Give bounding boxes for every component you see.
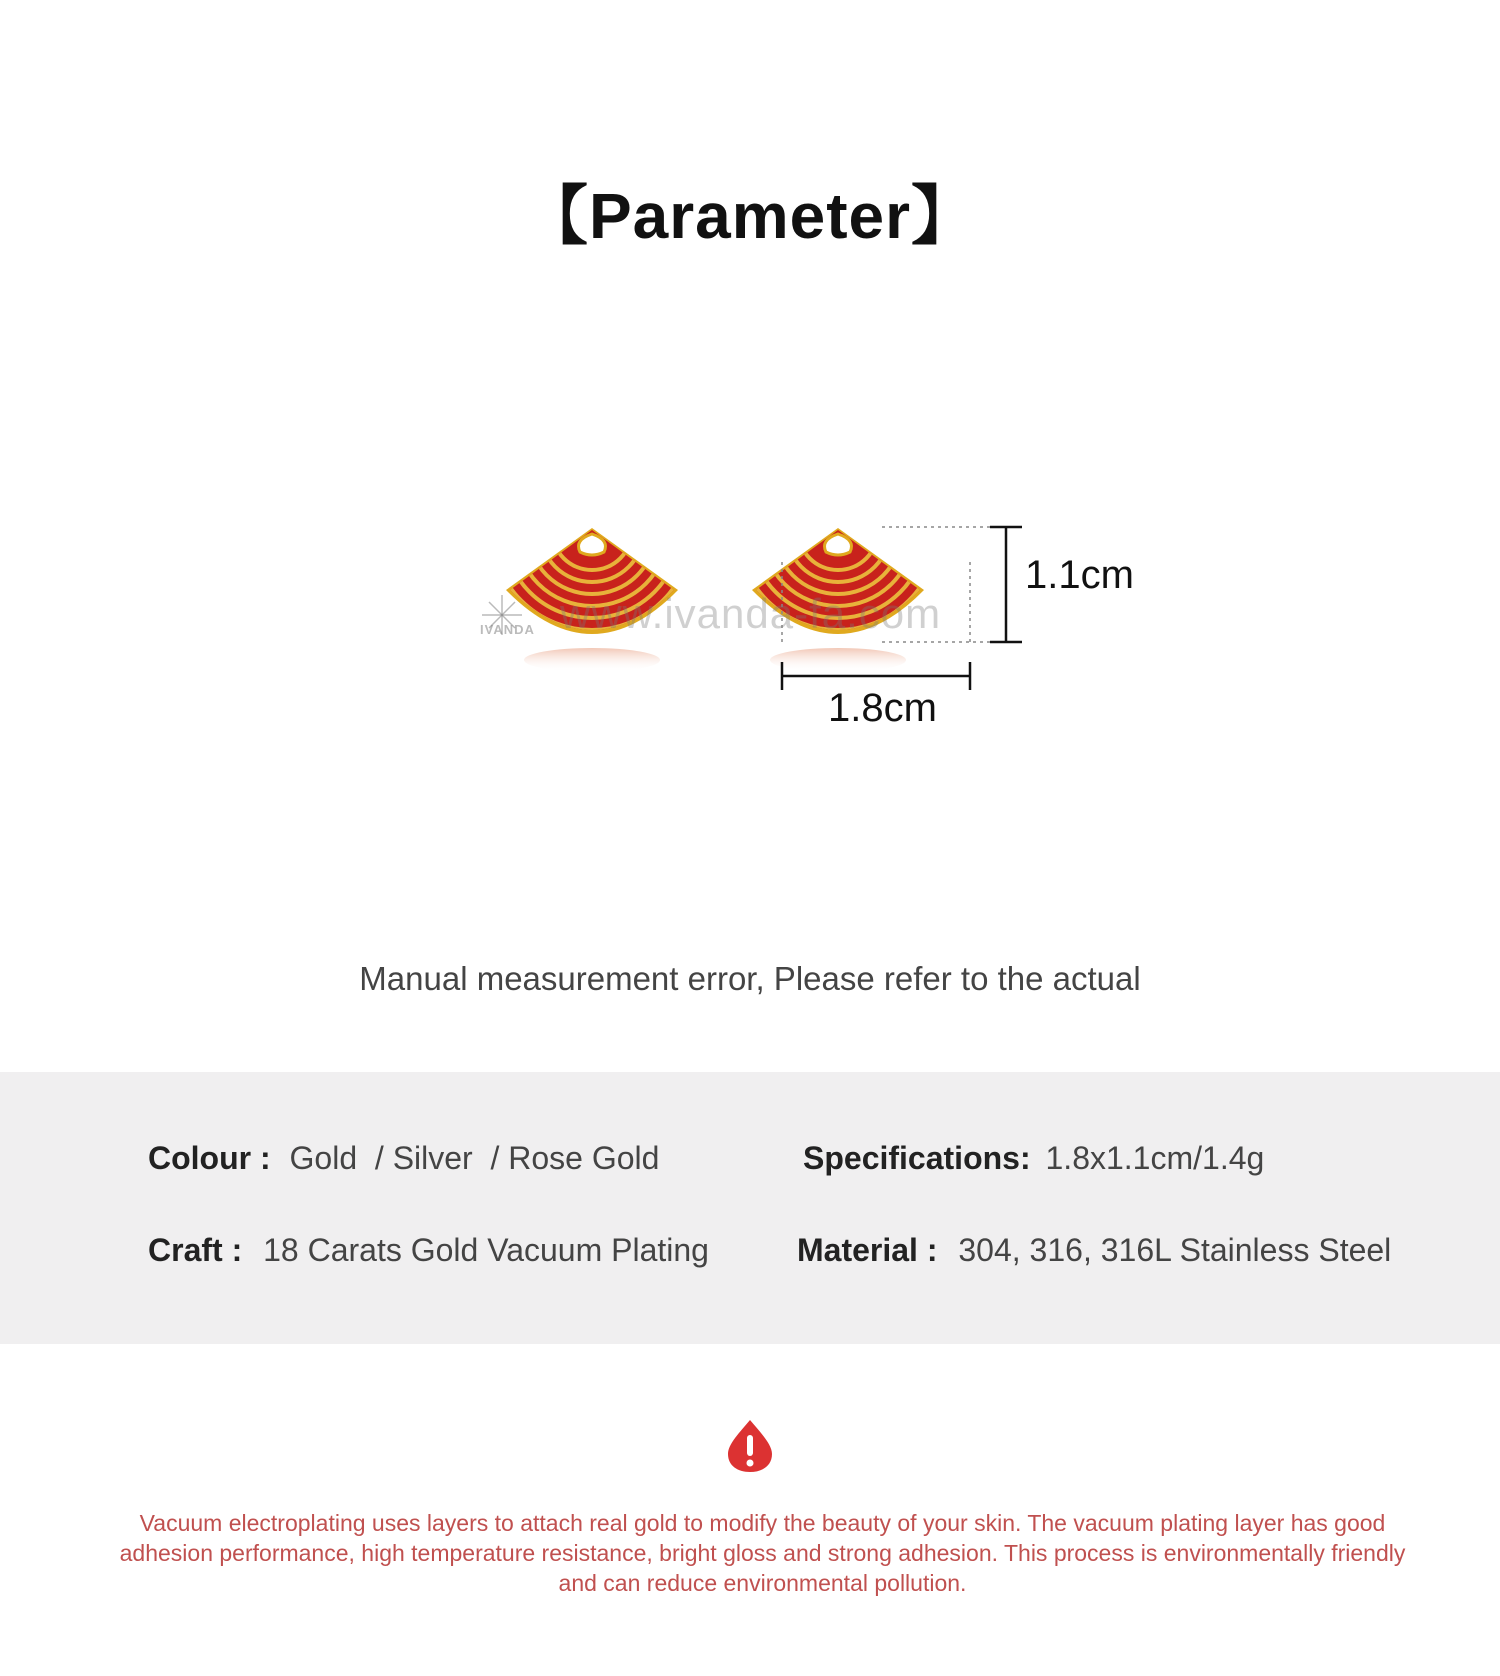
spec-specifications-key: Specifications: [803, 1140, 1031, 1176]
spec-colour-value: Gold / Silver / Rose Gold [289, 1140, 660, 1176]
watermark-logo: IVANDA [480, 622, 535, 637]
spec-colour-key: Colour : [148, 1140, 271, 1176]
spec-material-value: 304, 316, 316L Stainless Steel [958, 1232, 1392, 1268]
spec-specifications [803, 1140, 1264, 1177]
exclamation-icon [726, 1418, 774, 1474]
spec-material [797, 1232, 1391, 1269]
measurement-note: Manual measurement error, Please refer to the actual [359, 960, 1141, 997]
height-label: 1.1cm [1025, 553, 1134, 597]
spec-craft-key: Craft : [148, 1232, 243, 1268]
plating-disclaimer: Vacuum electroplating uses layers to attach real gold to modify the beauty of your skin. The vacuum plating layer has good adhesion performance, high temperature resistance, bright gloss and strong adhesion. This process is environmentally friendly and can reduce environmental pollution. [119, 1510, 1406, 1596]
height-dimension-line [990, 527, 1022, 642]
spec-specifications-value: 1.8x1.1cm/1.4g [1045, 1140, 1265, 1176]
spec-craft-value: 18 Carats Gold Vacuum Plating [263, 1232, 709, 1268]
width-label: 1.8cm [828, 686, 937, 730]
page-title: 【Parameter】 [523, 180, 977, 252]
product-image [480, 500, 1180, 740]
spec-colour [148, 1140, 659, 1177]
spec-material-key: Material : [797, 1232, 938, 1268]
specs-panel [0, 1072, 1500, 1344]
watermark-url: www.ivanda-fa.com [560, 590, 942, 637]
spec-craft [148, 1232, 709, 1269]
